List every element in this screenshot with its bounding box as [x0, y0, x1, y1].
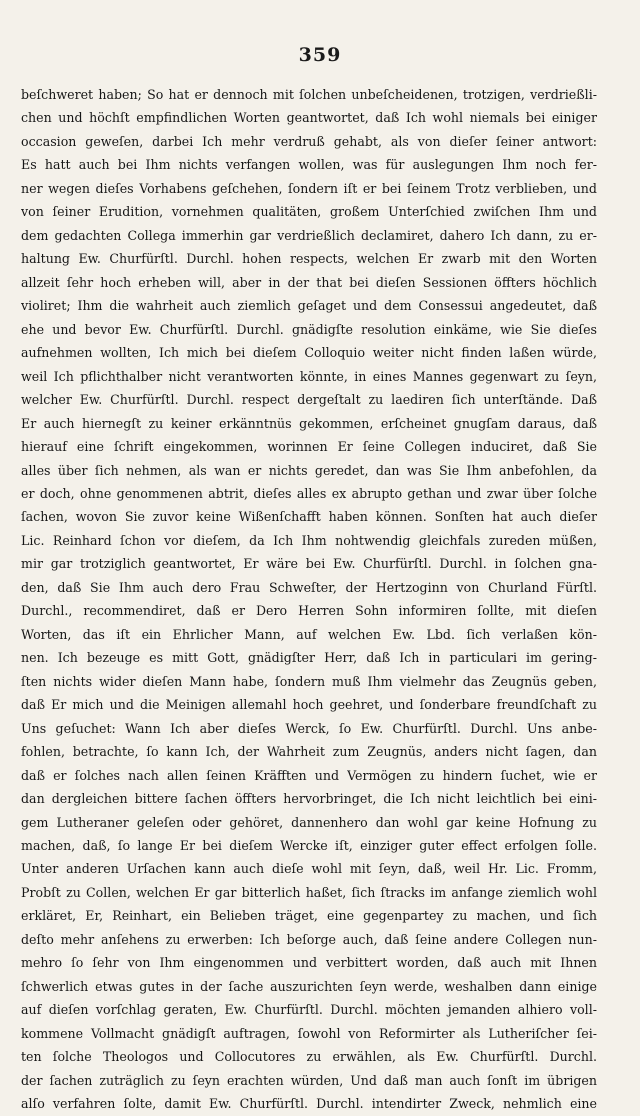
- page-number: 359: [298, 44, 342, 66]
- text-line: occasion geweſen, darbei Ich mehr verdruß gehabt, als von dieſer ſeiner antwort:: [21, 133, 597, 149]
- text-line: ten ſolche Theologos und Collocutores zu erwählen, als Ew. Churfürſtl. Durchl.: [21, 1049, 597, 1065]
- text-line: beſchweret haben; So hat er dennoch mit ſolchen unbeſcheidenen, trotzigen, verdrießli-: [21, 87, 597, 102]
- text-line: dan dergleichen bittere ſachen öffters hervorbringet, die Ich nicht leichtlich bei eini-: [21, 791, 597, 807]
- text-line: erkläret, Er, Reinhart, ein Belieben träget, eine gegenpartey zu machen, und ſich: [21, 908, 597, 924]
- text-line: Unter anderen Urſachen kann auch dieſe wohl mit ſeyn, daß, weil Hr. Lic. Fromm,: [21, 861, 597, 877]
- text-line: chen und höchſt empfindlichen Worten geantwortet, daß Ich wohl niemals bei einiger: [21, 110, 597, 126]
- text-line: daß er ſolches nach allen ſeinen Kräfften und Vermögen zu hindern ſuchet, wie er: [21, 767, 597, 783]
- text-line: ſchwerlich etwas gutes in der ſache auszurichten ſeyn werde, weshalben dann einige: [21, 978, 597, 994]
- text-line: mehro ſo ſehr von Ihm eingenommen und verbittert worden, daß auch mit Ihnen: [21, 955, 597, 971]
- text-line: er doch, ohne genommenen abtrit, dieſes alles ex abrupto gethan und zwar über ſolche: [21, 485, 597, 501]
- text-line: mir gar trotziglich geantwortet, Er wäre bei Ew. Churfürſtl. Durchl. in ſolchen gna-: [21, 556, 597, 572]
- text-line: fohlen, betrachte, ſo kann Ich, der Wahrheit zum Zeugnüs, anders nicht ſagen, dan: [21, 744, 597, 760]
- text-line: kommene Vollmacht gnädigſt auftragen, ſowohl von Reformirter als Lutheriſcher ſei-: [21, 1025, 597, 1041]
- text-line: auf dieſen vorſchlag geraten, Ew. Churfürſtl. Durchl. möchten jemanden alhiero voll-: [21, 1002, 597, 1018]
- text-line: haltung Ew. Churfürſtl. Durchl. hohen respects, welchen Er zwarb mit den Worten: [21, 251, 597, 267]
- text-line: ner wegen dieſes Vorhabens geſchehen, ſondern iſt er bei ſeinem Trotz verblieben, und: [21, 180, 597, 196]
- text-line: Probſt zu Collen, welchen Er gar bitterlich haßet, ſich ſtracks im anfange ziemlich wohl: [21, 884, 597, 900]
- text-line: Es hatt auch bei Ihm nichts verfangen wollen, was für auslegungen Ihm noch fer-: [21, 157, 597, 173]
- text-line: ſten nichts wider dieſen Mann habe, ſondern muß Ihm vielmehr das Zeugnüs geben,: [21, 673, 597, 689]
- text-line: aufnehmen wollten, Ich mich bei dieſem Colloquio weiter nicht finden laßen würde,: [21, 345, 597, 361]
- text-line: weil Ich pflichthalber nicht verantworten könnte, in eines Mannes gegenwart zu ſeyn,: [21, 368, 597, 384]
- text-line: ſachen, wovon Sie zuvor keine Wißenſchafft haben können. Sonſten hat auch dieſer: [21, 509, 597, 525]
- text-line: hierauf eine ſchrift eingekommen, worinnen Er ſeine Collegen induciret, daß Sie: [21, 439, 597, 455]
- text-line: welcher Ew. Churfürſtl. Durchl. respect dergeſtalt zu laediren ſich unterſtände. Daß: [21, 392, 597, 408]
- text-line: von ſeiner Erudition, vornehmen qualitäten, großem Unterſchied zwiſchen Ihm und: [21, 204, 597, 220]
- text-line: daß Er mich und die Meinigen allemahl hoch geehret, und ſonderbare freundſchaft zu: [21, 697, 597, 713]
- text-line: dem gedachten Collega immerhin gar verdrießlich declamiret, dahero Ich dann, zu er-: [21, 227, 597, 243]
- text-line: deſto mehr anſehens zu erwerben: Ich beſorge auch, daß ſeine andere Collegen nun-: [21, 931, 597, 947]
- text-line: machen, daß, ſo lange Er bei dieſem Wercke iſt, einziger guter effect erfolgen ſolle.: [21, 838, 597, 853]
- text-line: der ſachen zuträglich zu ſeyn erachten würden, Und daß man auch ſonſt im übrigen: [21, 1072, 597, 1088]
- text-line: Durchl., recommendiret, daß er Dero Herren Sohn informiren ſollte, mit dieſen: [21, 603, 597, 619]
- text-line: Er auch hiernegſt zu keiner erkänntnüs gekommen, erſcheinet gnugſam daraus, daß: [21, 415, 597, 431]
- text-line: Worten, das iſt ein Ehrlicher Mann, auf welchen Ew. Lbd. ſich verlaßen kön-: [21, 626, 597, 642]
- text-line: alſo verfahren ſolte, damit Ew. Churfürſtl. Durchl. intendirter Zweck, nehmlich eine: [21, 1096, 597, 1112]
- text-line: Lic. Reinhard ſchon vor dieſem, da Ich Ihm nohtwendig gleichfals zureden müßen,: [21, 532, 597, 548]
- text-line: gem Lutheraner geleſen oder gehöret, dannenhero dan wohl gar keine Hofnung zu: [21, 814, 597, 830]
- text-line: den, daß Sie Ihm auch dero Frau Schweſter, der Hertzoginn von Churland Fürſtl.: [21, 579, 597, 595]
- text-line: alles über ſich nehmen, als wan er nichts geredet, dan was Sie Ihm anbefohlen, da: [21, 462, 597, 478]
- body-text: [21, 83, 597, 1116]
- text-line: ehe und bevor Ew. Churfürſtl. Durchl. gnädigſte resolution einkäme, wie Sie dieſes: [21, 321, 597, 337]
- text-line: allzeit ſehr hoch erheben will, aber in der that bei dieſen Sessionen öffters höchlich: [21, 274, 597, 290]
- text-line: violiret; Ihm die wahrheit auch ziemlich geſaget und dem Consessui angedeutet, daß: [21, 298, 597, 314]
- text-line: nen. Ich bezeuge es mitt Gott, gnädigſter Herr, daß Ich in particulari im gering-: [21, 650, 597, 666]
- text-line: Uns geſuchet: Wann Ich aber dieſes Werck, ſo Ew. Churfürſtl. Durchl. Uns anbe-: [21, 720, 597, 736]
